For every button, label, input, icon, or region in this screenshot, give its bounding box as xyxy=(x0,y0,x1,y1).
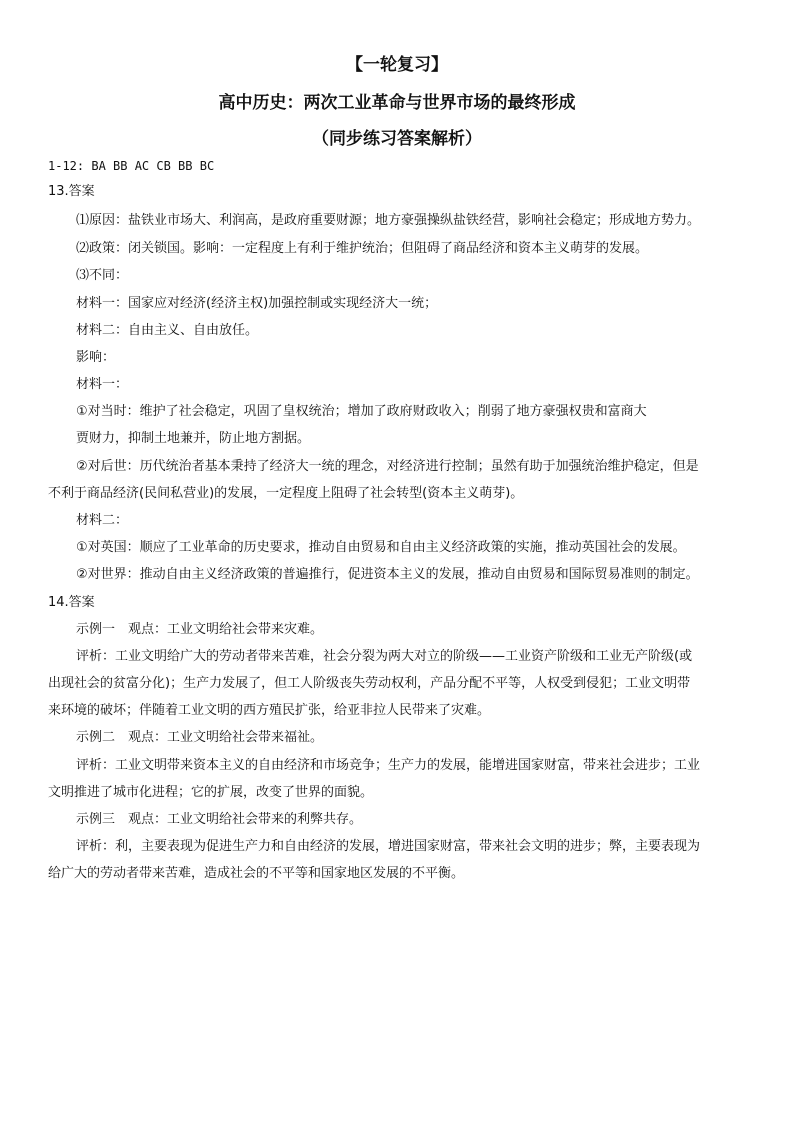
q14-label: 14.答案 xyxy=(48,595,95,610)
q13-material2-head: 材料二： xyxy=(76,513,129,528)
q14-example2-line1: 评析：工业文明带来资本主义的自由经济和市场竞争；生产力的发展，能增进国家财富，带来社会进步；工业 xyxy=(76,758,701,773)
q13-material1-point2-line2: 不利于商品经济(民间私营业)的发展，一定程度上阻碍了社会转型(资本主义萌芽)。 xyxy=(48,486,524,501)
page-subtitle: （同步练习答案解析） xyxy=(312,129,482,149)
q13-material1-point1-line2: 贾财力，抑制土地兼并，防止地方割据。 xyxy=(76,431,311,446)
q13-material1-point1-line1: ①对当时：维护了社会稳定，巩固了皇权统治；增加了政府财政收入；削弱了地方豪强权贵和富商大 xyxy=(76,404,647,419)
q13-material2: 材料二：自由主义、自由放任。 xyxy=(76,323,259,338)
q14-example1-line1: 评析：工业文明给广大的劳动者带来苦难，社会分裂为两大对立的阶级——工业资产阶级和工业无产阶级(或 xyxy=(76,649,693,664)
q14-example3-line2: 给广大的劳动者带来苦难，造成社会的不平等和国家地区发展的不平衡。 xyxy=(48,866,465,881)
header-tag: 【一轮复习】 xyxy=(346,55,448,75)
q14-example2-heading: 示例二 观点：工业文明给社会带来福祉。 xyxy=(76,730,324,745)
q14-example1-heading: 示例一 观点：工业文明给社会带来灾难。 xyxy=(76,622,324,637)
q13-material1-point2-line1: ②对后世：历代统治者基本秉持了经济大一统的理念，对经济进行控制；虽然有助于加强统治维护稳定，但是 xyxy=(76,459,699,474)
q14-example1-line3: 来环境的破坏；伴随着工业文明的西方殖民扩张，给亚非拉人民带来了灾难。 xyxy=(48,703,491,718)
choice-answers: 1-12: BA BB AC CB BB BC xyxy=(48,159,215,173)
q13-material1: 材料一：国家应对经济(经济主权)加强控制或实现经济大一统； xyxy=(76,296,438,311)
q13-part3: ⑶不同： xyxy=(76,268,129,283)
q13-material1-head: 材料一： xyxy=(76,377,129,392)
q13-part2: ⑵政策：闭关锁国。影响：一定程度上有利于维护统治；但阻碍了商品经济和资本主义萌芽的发展。 xyxy=(76,241,649,256)
q14-example3-line1: 评析：利，主要表现为促进生产力和自由经济的发展，增进国家财富，带来社会文明的进步；弊，主要表现为 xyxy=(76,839,701,854)
q13-influence-label: 影响： xyxy=(76,350,116,365)
q14-example2-line2: 文明推进了城市化进程；它的扩展，改变了世界的面貌。 xyxy=(48,785,374,800)
q13-material2-point2: ②对世界：推动自由主义经济政策的普遍推行，促进资本主义的发展，推动自由贸易和国际贸易准则的制定。 xyxy=(76,567,699,582)
q13-material2-point1: ①对英国：顺应了工业革命的历史要求，推动自由贸易和自由主义经济政策的实施，推动英国社会的发展。 xyxy=(76,540,686,555)
page-title: 高中历史：两次工业革命与世界市场的最终形成 xyxy=(218,93,576,113)
q14-example3-heading: 示例三 观点：工业文明给社会带来的利弊共存。 xyxy=(76,812,363,827)
q13-part1: ⑴原因：盐铁业市场大、利润高，是政府重要财源；地方豪强操纵盐铁经营，影响社会稳定；形成地方势力。 xyxy=(76,213,701,228)
q13-label: 13.答案 xyxy=(48,184,95,199)
q14-example1-line2: 出现社会的贫富分化)；生产力发展了，但工人阶级丧失劳动权利，产品分配不平等，人权受到侵犯；工业文明带 xyxy=(48,676,691,691)
